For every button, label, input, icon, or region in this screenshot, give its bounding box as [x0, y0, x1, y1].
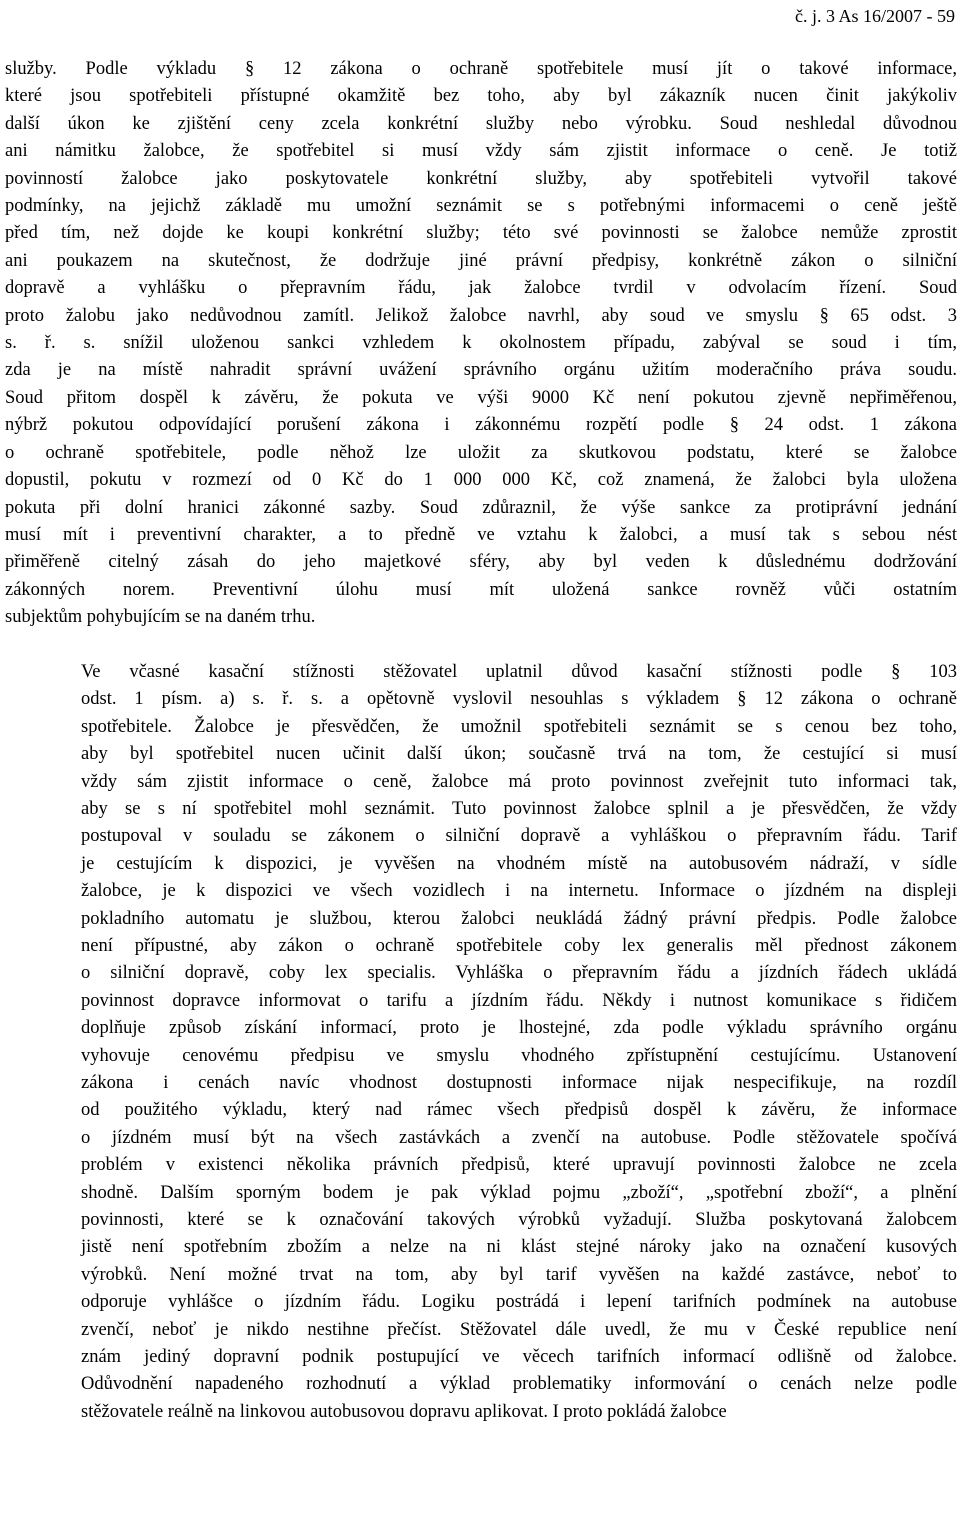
text-line: proto žalobu jako nedůvodnou zamítl. Jelikož žalobce navrhl, aby soud ve smyslu § 65 odst. 3	[5, 305, 957, 326]
text-line: postupoval v souladu se zákonem o silniční dopravě a vyhláškou o přepravním řádu. Tarif	[81, 826, 957, 847]
text-line: zákona i cenách navíc vhodnost dostupnosti informace nijak nespecifikuje, na rozdíl	[81, 1073, 957, 1094]
text-line: dopustil, pokutu v rozmezí od 0 Kč do 1 000 000 Kč, což znamená, že žalobci byla uložena	[5, 470, 957, 491]
text-line: musí mít i preventivní charakter, a to předně ve vztahu k žalobci, a musí tak s sebou nést	[5, 524, 957, 545]
document-body	[5, 56, 957, 1426]
text-line: je cestujícím k dispozici, je vyvěšen na vhodném místě na autobusovém nádraží, v sídle	[81, 853, 957, 874]
text-line: zákonných norem. Preventivní úlohu musí mít uložená sankce rovněž vůči ostatním	[5, 579, 957, 600]
text-line: pokuta při dolní hranici zákonné sazby. Soud zdůraznil, že výše sankce za protiprávní jednání	[5, 497, 957, 518]
text-line: ani námitku žalobce, že spotřebitel si musí vždy sám zjistit informace o ceně. Je totiž	[5, 141, 957, 162]
paragraph-cassation-complaint	[5, 659, 957, 1426]
text-line: od použitého výkladu, který nad rámec všech předpisů dospěl k závěru, že informace	[81, 1100, 957, 1121]
text-line: povinností žalobce jako poskytovatele konkrétní služby, aby spotřebiteli vytvořil takové	[5, 168, 957, 189]
text-line: aby se s ní spotřebitel mohl seznámit. Tuto povinnost žalobce splnil a je přesvědčen, že vždy	[81, 798, 957, 819]
text-line: spotřebitele. Žalobce je přesvědčen, že umožnil spotřebiteli seznámit se s cenou bez toho,	[81, 716, 957, 737]
text-line: před tím, než dojde ke koupi konkrétní služby; této své povinnosti se žalobce nemůže zprostit	[5, 223, 957, 244]
text-line: s. ř. s. snížil uloženou sankci vzhledem k okolnostem případu, zabýval se soud i tím,	[5, 333, 957, 354]
text-line: není přípustné, aby zákon o ochraně spotřebitele coby lex generalis měl přednost zákonem	[81, 935, 957, 956]
text-line: subjektům pohybujícím se na daném trhu.	[5, 607, 316, 628]
text-line: povinnosti, které se k označování takových výrobků vyžadují. Služba poskytovaná žalobcem	[81, 1210, 957, 1231]
text-line: o jízdném musí být na všech zastávkách a zvenčí na autobuse. Podle stěžovatele spočívá	[81, 1127, 957, 1148]
text-line: odst. 1 písm. a) s. ř. s. a opětovně vyslovil nesouhlas s výkladem § 12 zákona o ochraně	[81, 689, 957, 710]
text-line: aby byl spotřebitel nucen učinit další úkon; současně trvá na tom, že cestující si musí	[81, 744, 957, 765]
text-line: povinnost dopravce informovat o tarifu a jízdním řádu. Někdy i nutnost komunikace s řidičem	[81, 990, 957, 1011]
text-line: žalobce, je k dispozici ve všech vozidlech i na internetu. Informace o jízdném na displeji	[81, 881, 957, 902]
text-line: vyhovuje cenovému předpisu ve smyslu vhodného zpřístupnění cestujícímu. Ustanovení	[81, 1045, 957, 1066]
text-line: nýbrž pokutou odpovídající porušení zákona i zákonnému rozpětí podle § 24 odst. 1 zákona	[5, 415, 957, 436]
text-line: Ve včasné kasační stížnosti stěžovatel uplatnil důvod kasační stížnosti podle § 103	[81, 661, 957, 682]
text-line: problém v existenci několika právních předpisů, které upravují povinnosti žalobce ne zcela	[81, 1155, 957, 1176]
text-line: podmínky, na jejichž základě mu umožní seznámit se s potřebnými informacemi o ceně ještě	[5, 196, 957, 217]
text-line: pokladního automatu je službou, kterou žalobci neukládá žádný právní předpis. Podle žalobce	[81, 908, 957, 929]
text-line: o ochraně spotřebitele, podle něhož lze uložit za skutkovou podstatu, které se žalobce	[5, 442, 957, 463]
text-line: další úkon ke zjištění ceny zcela konkrétní služby nebo výrobku. Soud neshledal důvodnou	[5, 113, 957, 134]
text-line: přiměřeně citelný zásah do jeho majetkové sféry, aby byl veden k důslednému dodržování	[5, 552, 957, 573]
text-line: jistě není spotřebním zbožím a nelze na ni klást stejné nároky jako na označení kusových	[81, 1237, 957, 1258]
text-line: doplňuje způsob získání informací, proto je lhostejné, zda podle výkladu správního orgánu	[81, 1018, 957, 1039]
text-line: zda je na místě nahradit správní uvážení správního orgánu užitím moderačního práva soudu.	[5, 360, 957, 381]
case-reference: č. j. 3 As 16/2007 - 59	[795, 6, 955, 26]
text-line: o silniční dopravě, coby lex specialis. Vyhláška o přepravním řádu a jízdních řádech ukládá	[81, 963, 957, 984]
text-line: shodně. Dalším sporným bodem je pak výklad pojmu „zboží“, „spotřební zboží“, a plnění	[81, 1182, 957, 1203]
text-line: ani poukazem na skutečnost, že dodržuje jiné právní předpisy, konkrétně zákon o silniční	[5, 250, 957, 271]
text-line: Soud přitom dospěl k závěru, že pokuta ve výši 9000 Kč není pokutou zjevně nepřiměřenou,	[5, 387, 957, 408]
text-line: vždy sám zjistit informace o ceně, žalobce má proto povinnost zveřejnit tuto informaci tak,	[81, 771, 957, 792]
text-line: Odůvodnění napadeného rozhodnutí a výklad problematiky informování o cenách nelze podle	[81, 1374, 957, 1395]
text-line: odporuje vyhlášce o jízdním řádu. Logiku postrádá i lepení tarifních podmínek na autobuse	[81, 1292, 957, 1313]
text-line: služby. Podle výkladu § 12 zákona o ochraně spotřebitele musí jít o takové informace,	[5, 59, 957, 79]
text-line: zvenčí, neboť je nikdo nestihne přečíst. Stěžovatel dále uvedl, že mu v České republice není	[81, 1319, 957, 1340]
text-line: výrobků. Není možné trvat na tom, aby byl tarif vyvěšen na každé zastávce, neboť to	[81, 1264, 957, 1285]
paragraph-court-reasoning	[5, 56, 957, 632]
text-line: znám jediný dopravní podnik postupující ve věcech tarifních informací odlišně od žalobce.	[81, 1347, 957, 1368]
text-line: dopravě a vyhlášku o přepravním řádu, jak žalobce tvrdil v odvolacím řízení. Soud	[5, 278, 957, 299]
text-line: stěžovatele reálně na linkovou autobusovou dopravu aplikovat. I proto pokládá žalobce	[81, 1401, 727, 1422]
text-line: které jsou spotřebiteli přístupné okamžitě bez toho, aby byl zákazník nucen činit jakýkoliv	[5, 86, 957, 107]
